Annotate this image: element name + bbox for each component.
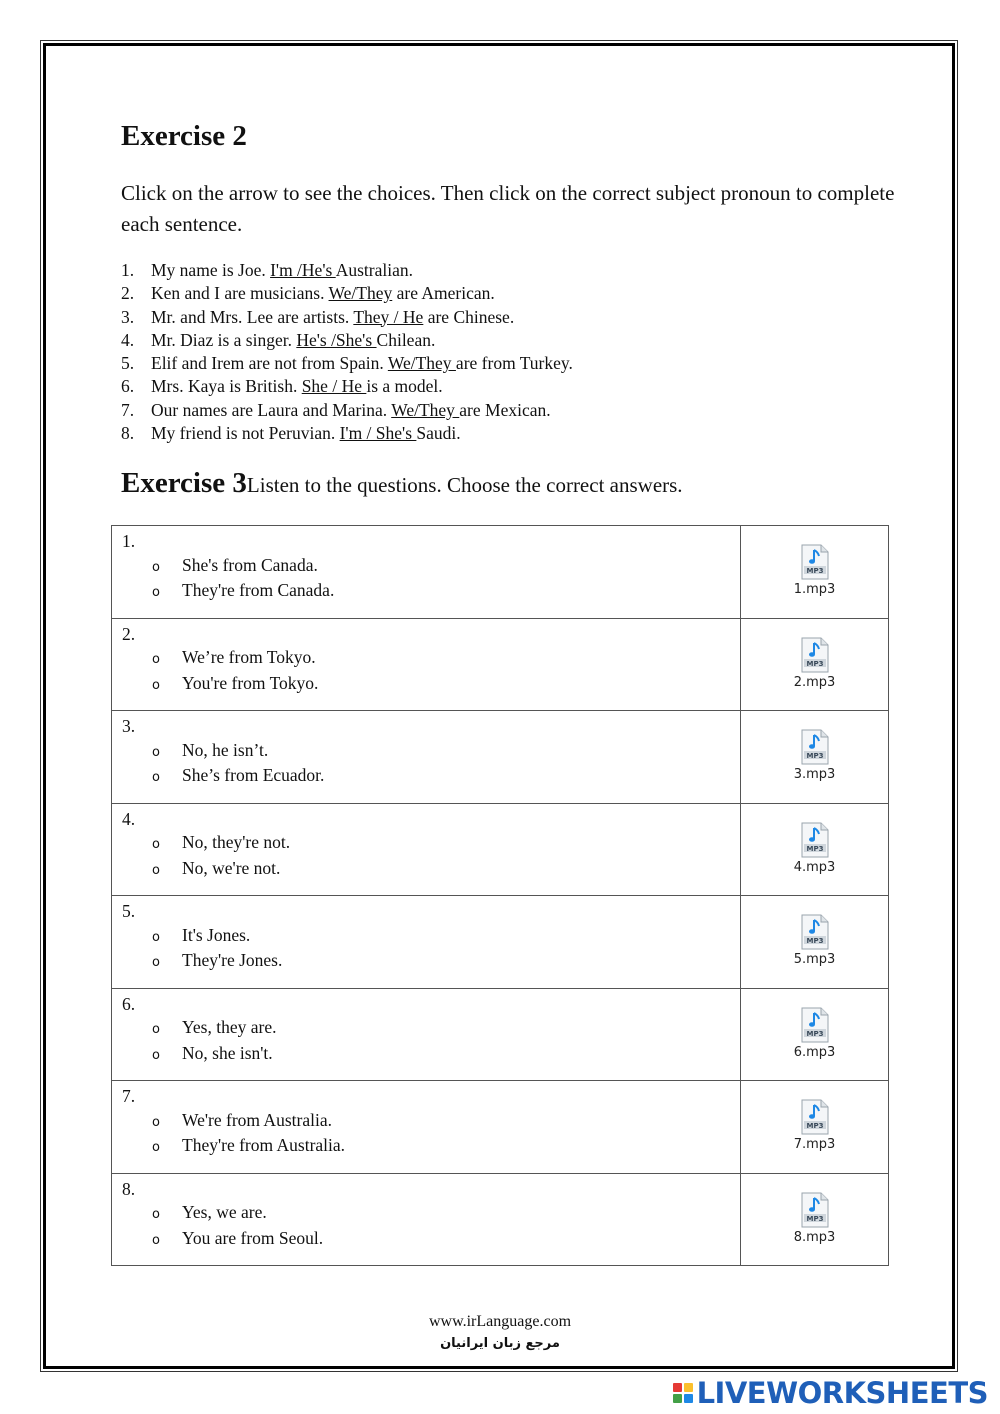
sentence-text-before: My friend is not Peruvian.	[151, 423, 340, 444]
sentence-number: 5.	[121, 353, 135, 374]
question-cell	[112, 1081, 741, 1174]
answer-option[interactable]	[122, 1042, 740, 1068]
sentence-text-after: Chilean.	[376, 329, 436, 350]
answer-option[interactable]	[122, 1134, 740, 1160]
answer-option-text: They're Jones.	[182, 950, 283, 970]
question-number: 7.	[122, 1086, 136, 1106]
answer-option-text: She's from Canada.	[182, 554, 318, 575]
svg-text:MP3: MP3	[806, 659, 823, 668]
pronoun-dropdown[interactable]: We/They	[387, 353, 456, 374]
question-cell	[112, 803, 741, 896]
question-number: 2.	[122, 623, 136, 644]
sentence-item	[121, 329, 573, 352]
sentence-text-before: Elif and Irem are not from Spain.	[151, 353, 388, 374]
footer-tagline: مرجع زبان ایرانیان	[440, 1336, 560, 1351]
answer-option-text: No, they're not.	[182, 832, 291, 852]
question-row	[112, 1173, 889, 1266]
question-row	[112, 711, 889, 804]
liveworksheets-logo[interactable]	[673, 1376, 988, 1410]
audio-file-link[interactable]	[794, 822, 836, 875]
logo-square	[673, 1383, 682, 1392]
radio-circle-icon: o	[152, 770, 160, 785]
answer-option[interactable]	[122, 672, 740, 698]
question-cell	[112, 618, 741, 711]
radio-circle-icon: o	[152, 862, 160, 878]
audio-file-link[interactable]	[794, 544, 836, 597]
question-row	[112, 803, 889, 896]
sentence-text-after: are Mexican.	[459, 399, 551, 420]
answer-option[interactable]	[122, 1227, 740, 1253]
sentence-item	[121, 306, 573, 329]
audio-cell	[741, 803, 889, 896]
sentence-text-after: Australian.	[335, 260, 413, 280]
logo-square	[684, 1383, 693, 1392]
sentence-number: 1.	[121, 260, 135, 280]
sentence-number: 8.	[121, 423, 135, 444]
radio-circle-icon: o	[152, 1207, 160, 1222]
mp3-file-icon	[800, 1192, 830, 1228]
audio-file-name: 5.mp3	[793, 952, 836, 967]
question-row	[112, 896, 889, 989]
brand-name: LIVEWORKSHEETS	[696, 1376, 988, 1410]
answer-option-text: We're from Australia.	[182, 1109, 332, 1130]
exercise-2-sentence-list	[121, 259, 573, 445]
svg-text:MP3: MP3	[806, 937, 823, 945]
svg-text:MP3: MP3	[806, 1214, 823, 1223]
sentence-text-before: Mrs. Kaya is British.	[151, 376, 302, 397]
question-number: 3.	[122, 716, 136, 736]
sentence-number: 6.	[121, 376, 135, 397]
pronoun-dropdown[interactable]: We/They	[328, 283, 393, 304]
sentence-item	[121, 282, 573, 305]
svg-text:MP3: MP3	[806, 1122, 823, 1130]
answer-option-text: No, she isn't.	[182, 1042, 273, 1063]
answer-option[interactable]	[122, 1109, 740, 1135]
audio-file-name: 8.mp3	[793, 1229, 836, 1245]
audio-file-name: 1.mp3	[793, 582, 836, 597]
exercise-3-instructions: Listen to the questions. Choose the correct answers.	[246, 473, 683, 497]
sentence-text-before: My name is Joe.	[151, 260, 271, 280]
audio-file-link[interactable]	[794, 1007, 836, 1060]
answer-option[interactable]	[122, 764, 740, 790]
answer-option[interactable]	[122, 554, 740, 580]
radio-circle-icon: o	[152, 744, 160, 760]
audio-file-name: 4.mp3	[793, 859, 836, 875]
radio-circle-icon: o	[152, 1114, 160, 1130]
radio-circle-icon: o	[152, 585, 160, 600]
audio-cell	[741, 711, 889, 804]
sentence-number: 7.	[121, 399, 135, 420]
answer-option-text: It's Jones.	[182, 924, 251, 945]
audio-file-link[interactable]	[794, 914, 836, 967]
pronoun-dropdown[interactable]: I'm / She's	[339, 423, 417, 444]
pronoun-dropdown[interactable]: I'm /He's	[270, 260, 336, 280]
question-cell	[112, 711, 741, 804]
answer-option-text: She’s from Ecuador.	[182, 765, 325, 785]
sentence-text-after: Saudi.	[416, 423, 461, 444]
answer-option[interactable]	[122, 949, 740, 975]
question-row	[112, 618, 889, 711]
radio-circle-icon: o	[152, 559, 160, 575]
audio-file-name: 2.mp3	[793, 674, 836, 690]
sentence-text-after: are from Turkey.	[455, 353, 573, 374]
answer-option-text: No, we're not.	[182, 857, 281, 878]
radio-circle-icon: o	[152, 955, 160, 970]
audio-cell	[741, 988, 889, 1081]
exercise-3-title: Exercise 3	[121, 467, 247, 499]
sentence-item	[121, 422, 573, 445]
question-number: 8.	[122, 1178, 136, 1199]
sentence-number: 4.	[121, 329, 135, 350]
audio-file-name: 6.mp3	[793, 1044, 836, 1060]
answer-option[interactable]	[122, 831, 740, 857]
pronoun-dropdown[interactable]: She / He	[301, 376, 367, 397]
pronoun-dropdown[interactable]: He's /She's	[296, 329, 377, 350]
question-row	[112, 988, 889, 1081]
sentence-text-after: are American.	[392, 283, 495, 304]
answer-option-text: You are from Seoul.	[182, 1227, 324, 1248]
audio-cell	[741, 896, 889, 989]
sentence-text-after: is a model.	[366, 376, 443, 397]
svg-text:MP3: MP3	[806, 752, 823, 760]
audio-file-link[interactable]	[794, 1192, 836, 1245]
answer-option-text: They're from Australia.	[182, 1135, 346, 1155]
question-number: 5.	[122, 901, 136, 921]
answer-option[interactable]	[122, 739, 740, 765]
question-row	[112, 526, 889, 619]
exercise-2-instructions: Click on the arrow to see the choices. Then click on the correct subject pronoun to complete each sentence.	[121, 181, 895, 236]
audio-file-name: 3.mp3	[793, 767, 836, 782]
answer-option[interactable]	[122, 646, 740, 672]
mp3-file-icon	[800, 1099, 830, 1135]
exercise-2-title: Exercise 2	[121, 120, 247, 152]
mp3-file-icon	[800, 914, 830, 950]
mp3-file-icon	[800, 1007, 830, 1043]
radio-circle-icon: o	[152, 1022, 160, 1037]
audio-file-name: 7.mp3	[793, 1137, 836, 1152]
radio-circle-icon: o	[152, 929, 160, 945]
exercise-3-heading	[121, 467, 683, 500]
answer-option-text: They're from Canada.	[182, 580, 335, 600]
footer-link[interactable]: www.irLanguage.com	[428, 1313, 572, 1330]
radio-circle-icon: o	[152, 677, 160, 693]
audio-file-link[interactable]	[794, 637, 836, 690]
question-number: 4.	[122, 808, 136, 829]
audio-file-link[interactable]	[794, 1099, 836, 1152]
sentence-text-before: Ken and I are musicians.	[151, 283, 329, 304]
sentence-item	[121, 399, 573, 422]
sentence-item	[121, 259, 573, 282]
answer-option[interactable]	[122, 924, 740, 950]
mp3-file-icon	[800, 729, 830, 765]
sentence-text-before: Mr. Diaz is a singer.	[151, 329, 297, 350]
audio-cell	[741, 526, 889, 619]
sentence-item	[121, 352, 573, 375]
audio-cell	[741, 1081, 889, 1174]
mp3-file-icon	[800, 544, 830, 580]
answer-option[interactable]	[122, 857, 740, 883]
radio-circle-icon: o	[152, 837, 160, 852]
sentence-text-after: are Chinese.	[423, 306, 515, 327]
answer-option-text: We’re from Tokyo.	[182, 647, 316, 667]
answer-option[interactable]	[122, 1201, 740, 1227]
radio-circle-icon: o	[152, 1232, 160, 1248]
mp3-file-icon	[800, 637, 830, 673]
audio-file-link[interactable]	[794, 729, 836, 782]
sentence-text-before: Our names are Laura and Marina.	[151, 399, 392, 420]
logo-square	[673, 1394, 682, 1403]
question-cell	[112, 896, 741, 989]
sentence-text-before: Mr. and Mrs. Lee are artists.	[151, 306, 354, 327]
question-number: 6.	[122, 993, 136, 1014]
question-cell	[112, 1173, 741, 1266]
answer-option[interactable]	[122, 1016, 740, 1042]
question-row	[112, 1081, 889, 1174]
audio-cell	[741, 618, 889, 711]
answer-option-text: No, he isn’t.	[182, 739, 269, 760]
mp3-file-icon	[800, 822, 830, 858]
pronoun-dropdown[interactable]: We/They	[391, 399, 460, 420]
svg-text:MP3: MP3	[806, 1029, 823, 1038]
question-cell	[112, 526, 741, 619]
answer-option-text: Yes, we are.	[182, 1202, 267, 1222]
sentence-number: 3.	[121, 306, 135, 327]
radio-circle-icon: o	[152, 1140, 160, 1155]
logo-square	[684, 1394, 693, 1403]
question-number: 1.	[122, 531, 136, 551]
pronoun-dropdown[interactable]: They / He	[353, 306, 424, 327]
radio-circle-icon: o	[152, 1047, 160, 1063]
question-cell	[112, 988, 741, 1081]
radio-circle-icon: o	[152, 652, 160, 667]
answer-option-text: Yes, they are.	[182, 1017, 277, 1037]
svg-text:MP3: MP3	[806, 567, 823, 575]
answer-option-text: You're from Tokyo.	[182, 672, 319, 693]
audio-cell	[741, 1173, 889, 1266]
logo-squares-icon	[673, 1383, 693, 1403]
answer-option[interactable]	[122, 579, 740, 605]
sentence-number: 2.	[121, 283, 135, 304]
svg-text:MP3: MP3	[806, 844, 823, 853]
sentence-item	[121, 375, 573, 398]
exercise-3-table	[111, 525, 889, 1266]
